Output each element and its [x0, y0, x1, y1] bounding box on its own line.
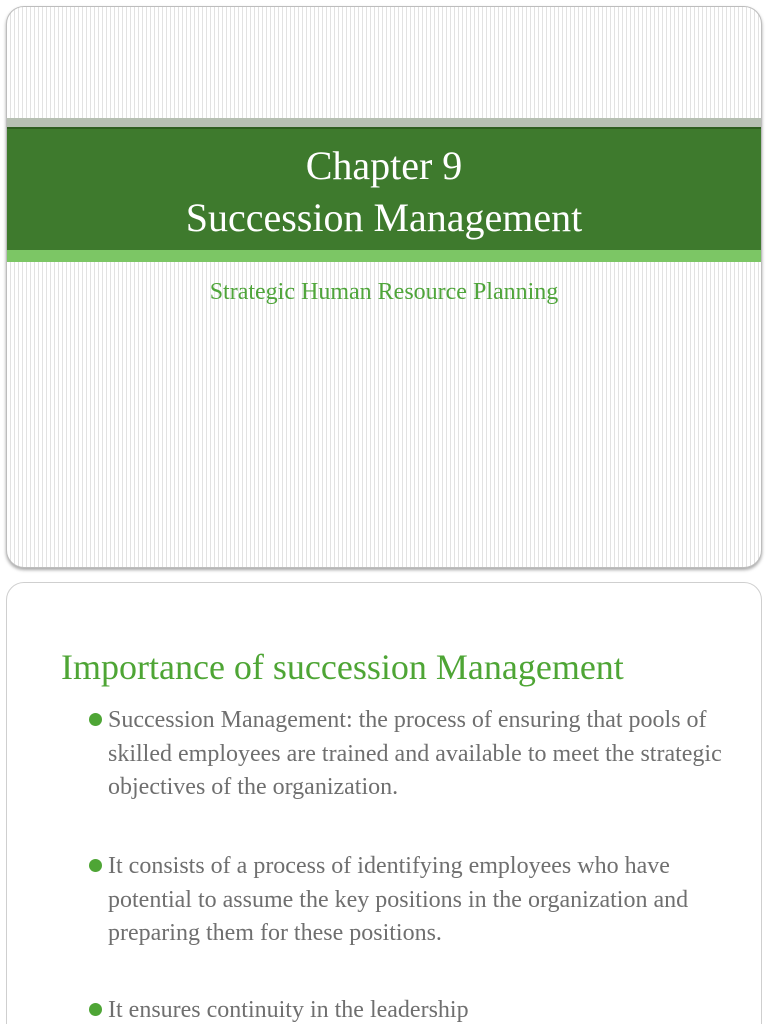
green-accent-band — [7, 250, 761, 262]
bullet-text: Succession Management: the process of ensuring that pools of skilled employees are trained and available to meet the strategic objectives of the organization. — [108, 707, 722, 800]
slide-title-line-2: Succession Management — [185, 195, 583, 240]
bullet-text: It ensures continuity in the leadership — [108, 997, 469, 1023]
slide-title-line-1: Chapter 9 — [305, 143, 463, 188]
title-slide — [6, 6, 762, 568]
content-slide — [6, 582, 762, 1024]
bullet-text: It consists of a process of identifying employees who have potential to assume the key positions in the organization and preparing them for these positions. — [108, 853, 689, 946]
bullet-dot-icon — [89, 713, 102, 726]
bullet-dot-icon — [89, 859, 102, 872]
slide-heading: Importance of succession Management — [61, 647, 624, 687]
title-band — [7, 127, 761, 250]
bullet-dot-icon — [89, 1003, 102, 1016]
slide-subtitle: Strategic Human Resource Planning — [209, 279, 559, 305]
gray-band — [7, 118, 761, 127]
